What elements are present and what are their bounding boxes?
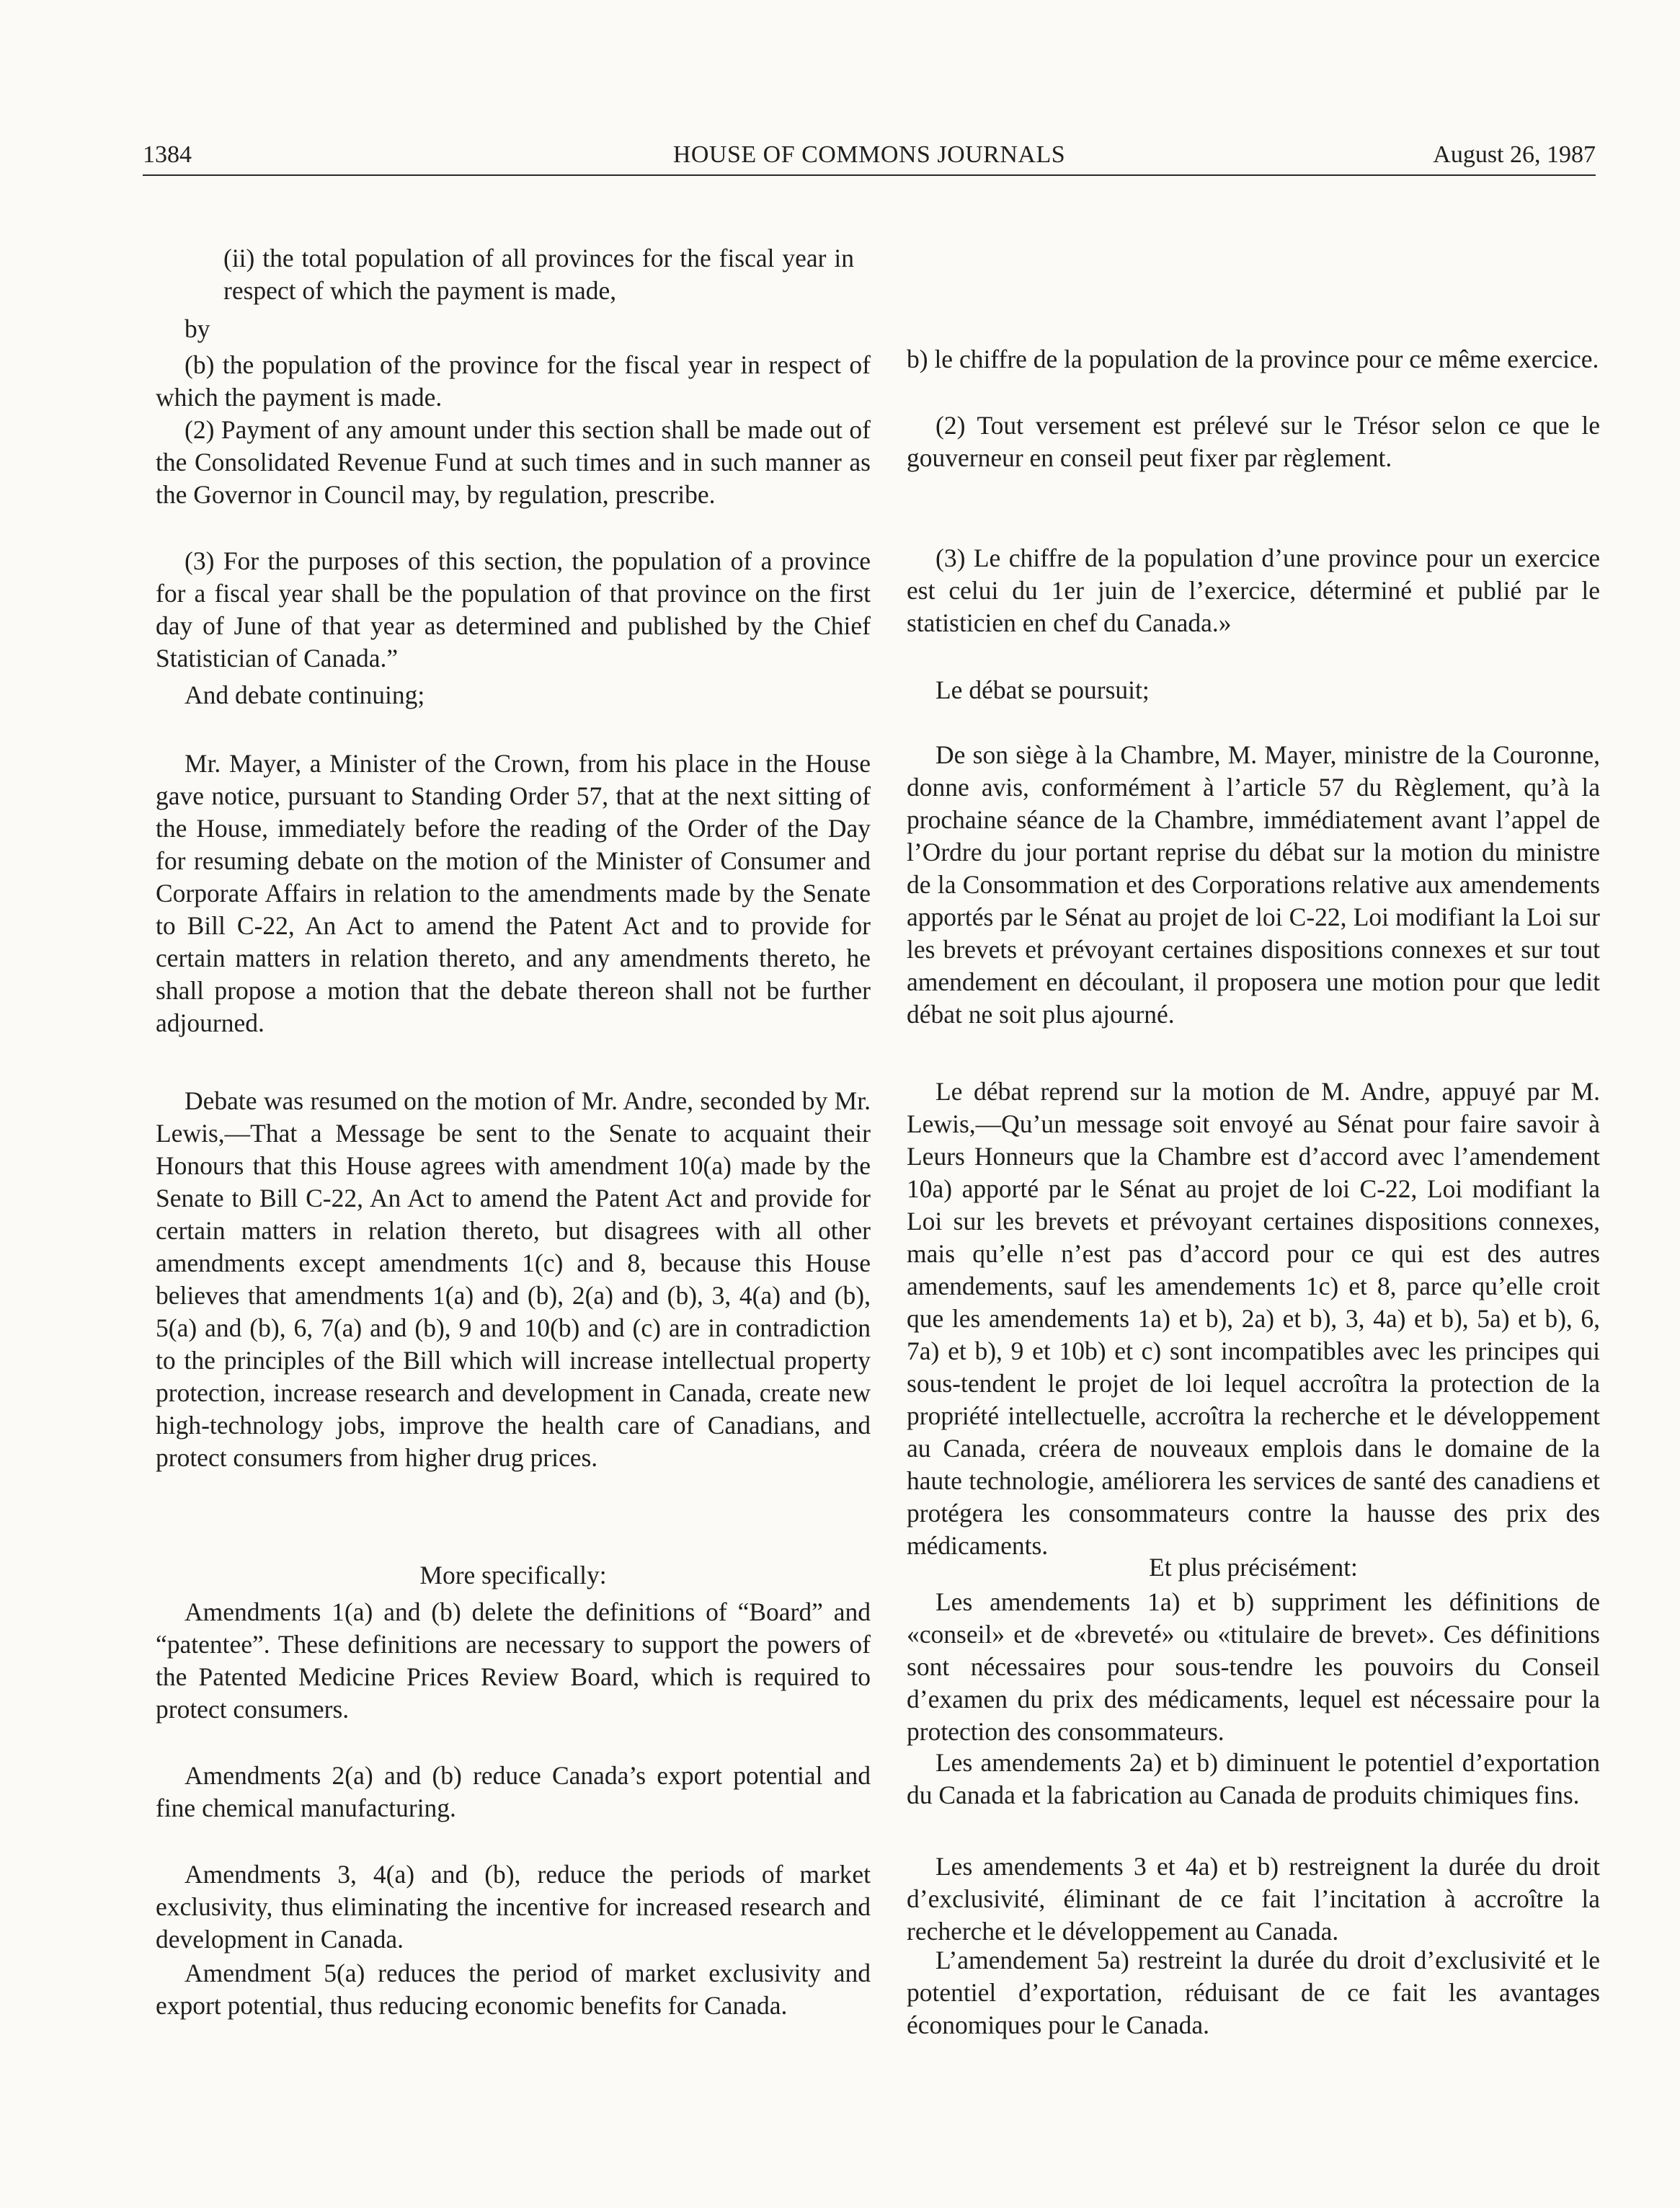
fr-debate-resumed: Le débat reprend sur la motion de M. Andre, appuyé par M. Lewis,—Qu’un message soit envoyé au Sénat pour faire savoir à Leurs Honneurs que la Chambre est d’accord avec l’amendement 10a) apporté par le Sénat au projet de loi C-22, Loi modifiant la Loi sur les brevets et prévoyant certaines dispositions connexes, mais qu’elle n’est pas d’accord pour ce qui est des autres amendements, sauf les amendements 1c) et 8, parce qu’elle croit que les amendements 1a) et b), 2a) et b), 3, 4a) et b), 5a) et b), 6, 7a) et b), 9 et 10b) et c) sont incompatibles avec les principes qui sous-tendent le projet de loi lequel accroîtra la protection de la propriété intellectuelle, accroîtra la recherche et le développement au Canada, créera de nouveaux emplois dans le domaine de la haute technologie, améliorera les services de santé des canadiens et protégera les consommateurs contre la hausse des prix des médicaments.: [907, 1077, 1600, 1560]
fr-amendment-2: Les amendements 2a) et b) diminuent le potentiel d’exportation du Canada et la fabrication au Canada de produits chimiques fins.: [907, 1748, 1600, 1809]
page-number: 1384: [143, 141, 192, 168]
en-amendment-2: Amendments 2(a) and (b) reduce Canada’s export potential and fine chemical manufacturing.: [156, 1761, 871, 1822]
fr-item-b: b) le chiffre de la population de la province pour ce même exercice.: [907, 345, 1599, 373]
journal-title: HOUSE OF COMMONS JOURNALS: [672, 141, 1066, 168]
fr-notice-paragraph: De son siège à la Chambre, M. Mayer, ministre de la Couronne, donne avis, conformément à l’article 57 du Règlement, qu’à la prochaine séance de la Chambre, immédiatement avant l’appel de l’Ordre du jour portant reprise du débat sur la motion du ministre de la Consommation et des Corporations relative aux amendements apportés par le Sénat au projet de loi C-22, Loi modifiant la Loi sur les brevets et prévoyant certaines dispositions connexes et sur tout amendement en découlant, il proposera une motion pour que ledit débat ne soit plus ajourné.: [907, 740, 1600, 1029]
en-by: by: [185, 314, 210, 343]
page-date: August 26, 1987: [1433, 141, 1596, 168]
header-rule: [143, 174, 1596, 176]
en-subsection-2: (2) Payment of any amount under this section shall be made out of the Consolidated Revenue Fund at such times and in such manner as the Governor in Council may, by regulation, prescribe.: [156, 415, 871, 509]
en-debate-continuing: And debate continuing;: [185, 680, 425, 709]
fr-subsection-2: (2) Tout versement est prélevé sur le Trésor selon ce que le gouverneur en conseil peut fixer par règlement.: [907, 411, 1600, 472]
en-item-b: (b) the population of the province for the fiscal year in respect of which the payment is made.: [156, 350, 871, 412]
fr-amendment-5: L’amendement 5a) restreint la durée du droit d’exclusivité et le potentiel d’exportation, réduisant de ce fait les avantages économiques pour le Canada.: [907, 1946, 1600, 2039]
page-header: [143, 137, 1596, 174]
fr-debate-continuing: Le débat se poursuit;: [935, 675, 1150, 704]
en-notice-paragraph: Mr. Mayer, a Minister of the Crown, from his place in the House gave notice, pursuant to Standing Order 57, that at the next sitting of the House, immediately before the reading of the Order of the Day for resuming debate on the motion of the Minister of Consumer and Corporate Affairs in relation to the amendments made by the Senate to Bill C-22, An Act to amend the Patent Act and to provide for certain matters in relation thereto, and any amendments thereto, he shall propose a motion that the debate thereon shall not be further adjourned.: [156, 749, 871, 1037]
en-item-ii: (ii) the total population of all provinces for the fiscal year in respect of which the payment is made,: [223, 244, 854, 305]
en-subsection-3: (3) For the purposes of this section, the population of a province for a fiscal year shall be the population of that province on the first day of June of that year as determined and published by the Chief Statistician of Canada.”: [156, 546, 871, 673]
fr-amendment-1: Les amendements 1a) et b) suppriment les définitions de «conseil» et de «breveté» ou «titulaire de brevet». Ces définitions sont nécessaires pour sous-tendre les pouvoirs du Conseil d’examen du prix des médicaments, lequel est nécessaire pour la protection des consommateurs.: [907, 1587, 1600, 1746]
fr-more-specifically: Et plus précisément:: [1149, 1553, 1358, 1582]
en-amendment-5: Amendment 5(a) reduces the period of market exclusivity and export potential, thus reducing economic benefits for Canada.: [156, 1959, 871, 2020]
fr-subsection-3: (3) Le chiffre de la population d’une province pour un exercice est celui du 1er juin de l’exercice, déterminé et publié par le statisticien en chef du Canada.»: [907, 544, 1600, 637]
en-amendment-1: Amendments 1(a) and (b) delete the definitions of “Board” and “patentee”. These definitions are necessary to support the powers of the Patented Medicine Prices Review Board, which is required to protect consumers.: [156, 1597, 871, 1724]
en-debate-resumed: Debate was resumed on the motion of Mr. Andre, seconded by Mr. Lewis,—That a Message be sent to the Senate to acquaint their Honours that this House agrees with amendment 10(a) made by the Senate to Bill C-22, An Act to amend the Patent Act and provide for certain matters in relation thereto, but disagrees with all other amendments except amendments 1(c) and 8, because this House believes that amendments 1(a) and (b), 2(a) and (b), 3, 4(a) and (b), 5(a) and (b), 6, 7(a) and (b), 9 and 10(b) and (c) are in contradiction to the principles of the Bill which will increase intellectual property protection, increase research and development in Canada, create new high-technology jobs, improve the health care of Canadians, and protect consumers from higher drug prices.: [156, 1086, 871, 1472]
en-more-specifically: More specifically:: [419, 1561, 607, 1590]
en-amendment-3: Amendments 3, 4(a) and (b), reduce the periods of market exclusivity, thus eliminating the incentive for increased research and development in Canada.: [156, 1860, 871, 1954]
fr-amendment-3: Les amendements 3 et 4a) et b) restreignent la durée du droit d’exclusivité, éliminant de ce fait l’incitation à accroître la recherche et le développement au Canada.: [907, 1852, 1600, 1946]
